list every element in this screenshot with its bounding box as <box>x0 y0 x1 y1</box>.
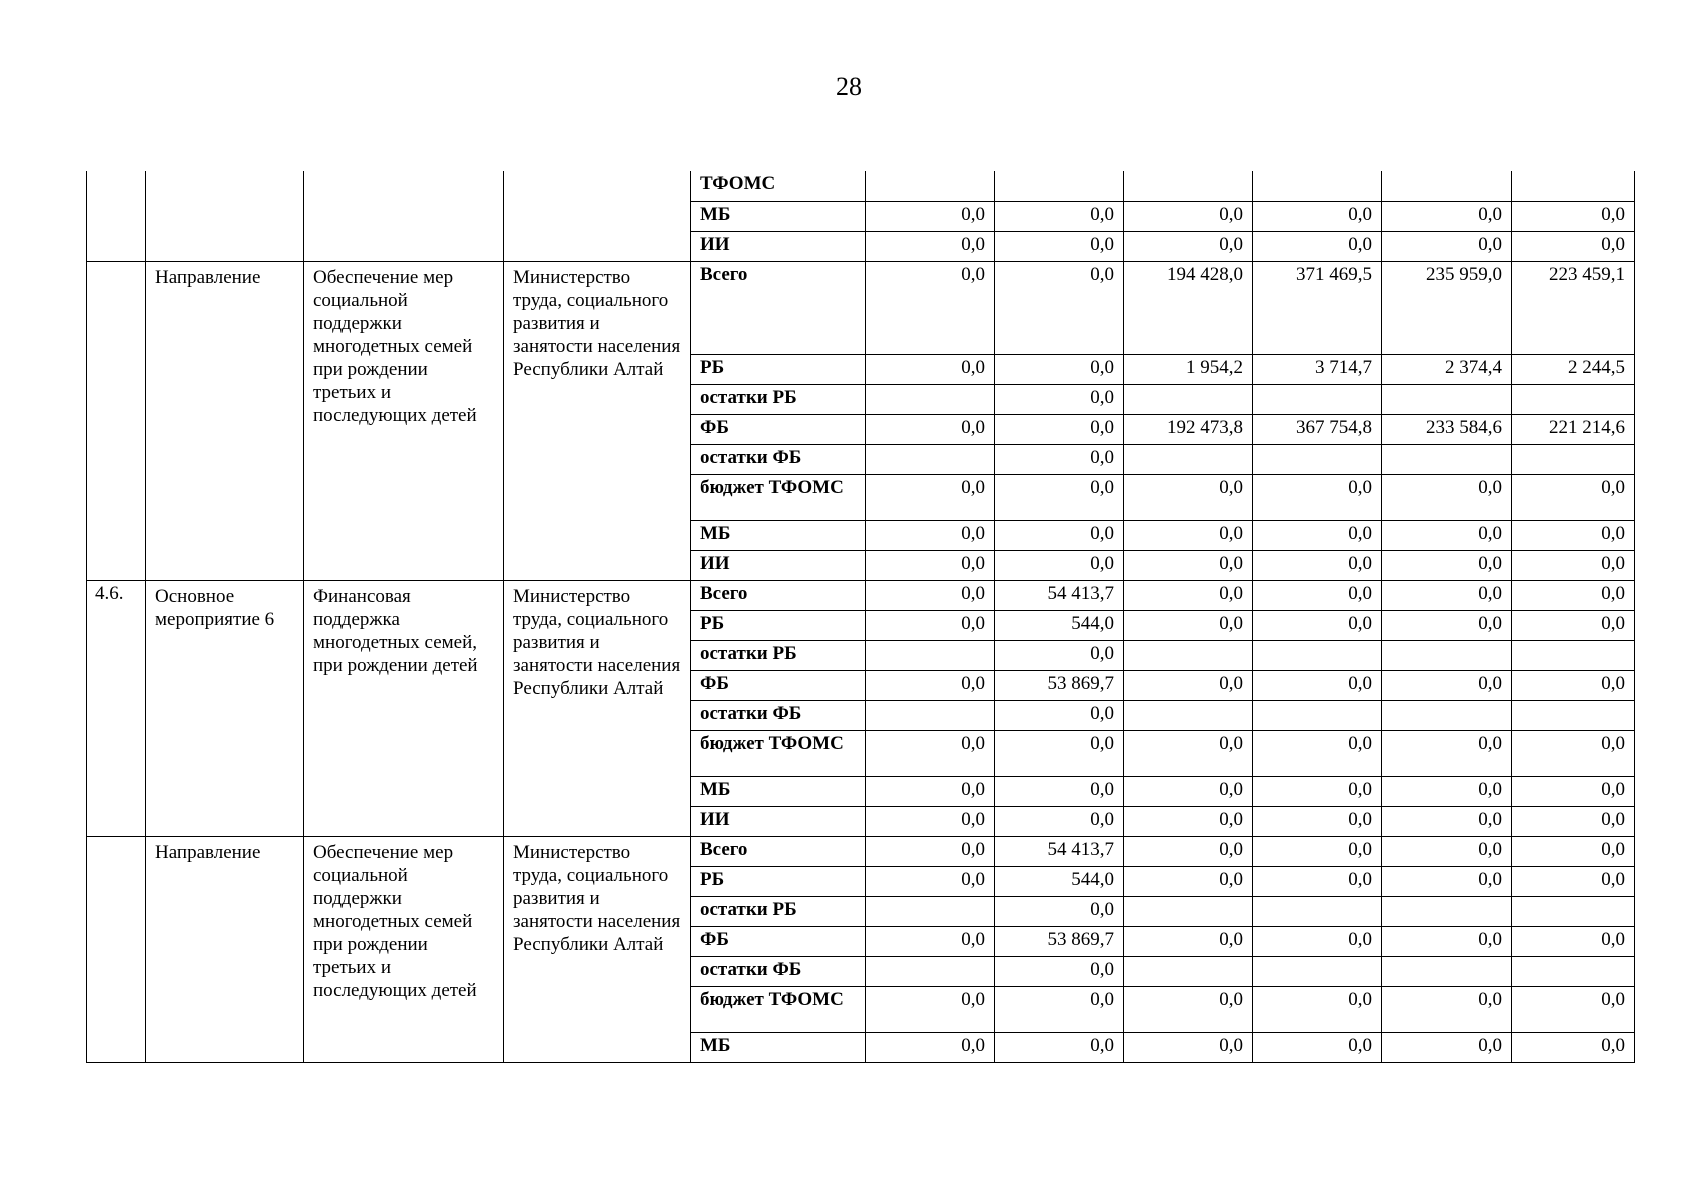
amount-cell: 0,0 <box>1124 866 1253 896</box>
amount-cell: 192 473,8 <box>1124 414 1253 444</box>
amount-cell <box>866 896 995 926</box>
amount-cell: 0,0 <box>1253 670 1382 700</box>
amount-cell <box>866 171 995 201</box>
funding-source-label: ТФОМС <box>691 171 866 201</box>
funding-source-label: МБ <box>691 520 866 550</box>
amount-cell: 0,0 <box>1124 806 1253 836</box>
amount-cell <box>1124 956 1253 986</box>
amount-cell: 0,0 <box>1382 776 1512 806</box>
amount-cell: 0,0 <box>1512 610 1635 640</box>
funding-source-label: бюджет ТФОМС <box>691 730 866 776</box>
amount-cell: 0,0 <box>1124 610 1253 640</box>
section-number <box>87 836 146 1062</box>
amount-cell: 0,0 <box>1253 474 1382 520</box>
amount-cell <box>1124 444 1253 474</box>
section-type: Направление <box>146 836 304 1062</box>
amount-cell: 0,0 <box>1382 610 1512 640</box>
amount-cell: 0,0 <box>1512 1032 1635 1062</box>
amount-cell <box>1124 171 1253 201</box>
amount-cell <box>1253 896 1382 926</box>
amount-cell: 0,0 <box>1382 474 1512 520</box>
amount-cell <box>1124 640 1253 670</box>
amount-cell: 0,0 <box>1253 776 1382 806</box>
amount-cell: 0,0 <box>1253 1032 1382 1062</box>
amount-cell <box>866 956 995 986</box>
amount-cell: 0,0 <box>1512 806 1635 836</box>
funding-source-label: ФБ <box>691 670 866 700</box>
funding-source-label: ИИ <box>691 806 866 836</box>
section-executor: Министерство труда, социального развития и занятости населения Республики Алтай <box>504 261 691 580</box>
amount-cell: 0,0 <box>1124 670 1253 700</box>
amount-cell <box>1382 171 1512 201</box>
amount-cell: 0,0 <box>995 550 1124 580</box>
amount-cell: 0,0 <box>1253 866 1382 896</box>
amount-cell: 0,0 <box>1382 580 1512 610</box>
amount-cell: 0,0 <box>866 520 995 550</box>
amount-cell <box>1253 700 1382 730</box>
amount-cell: 0,0 <box>866 201 995 231</box>
table-row <box>87 836 1635 866</box>
amount-cell <box>1512 384 1635 414</box>
funding-source-label: бюджет ТФОМС <box>691 986 866 1032</box>
amount-cell <box>1253 171 1382 201</box>
amount-cell: 0,0 <box>1512 986 1635 1032</box>
amount-cell: 0,0 <box>866 866 995 896</box>
amount-cell: 0,0 <box>995 444 1124 474</box>
amount-cell: 0,0 <box>995 640 1124 670</box>
amount-cell <box>1253 384 1382 414</box>
amount-cell: 0,0 <box>995 261 1124 354</box>
amount-cell: 0,0 <box>866 610 995 640</box>
amount-cell: 0,0 <box>866 231 995 261</box>
amount-cell <box>1253 444 1382 474</box>
section-executor: Министерство труда, социального развития и занятости населения Республики Алтай <box>504 836 691 1062</box>
funding-source-label: остатки РБ <box>691 896 866 926</box>
amount-cell: 0,0 <box>1253 926 1382 956</box>
amount-cell: 0,0 <box>866 926 995 956</box>
amount-cell: 0,0 <box>1253 986 1382 1032</box>
funding-source-label: остатки РБ <box>691 640 866 670</box>
amount-cell: 0,0 <box>1382 730 1512 776</box>
section-number <box>87 171 146 261</box>
funding-source-label: МБ <box>691 776 866 806</box>
amount-cell <box>1253 956 1382 986</box>
amount-cell <box>1512 896 1635 926</box>
amount-cell: 0,0 <box>1382 836 1512 866</box>
table-row <box>87 580 1635 610</box>
amount-cell: 0,0 <box>1512 926 1635 956</box>
amount-cell: 0,0 <box>1124 986 1253 1032</box>
amount-cell: 0,0 <box>1253 231 1382 261</box>
funding-source-label: ФБ <box>691 926 866 956</box>
amount-cell <box>1253 640 1382 670</box>
amount-cell: 544,0 <box>995 866 1124 896</box>
section-title: Финансовая поддержка многодетных семей, при рождении детей <box>304 580 504 836</box>
amount-cell <box>866 444 995 474</box>
amount-cell: 0,0 <box>1253 836 1382 866</box>
amount-cell: 0,0 <box>1512 231 1635 261</box>
amount-cell: 0,0 <box>866 806 995 836</box>
page-number: 28 <box>836 72 862 101</box>
amount-cell <box>866 700 995 730</box>
amount-cell <box>1124 896 1253 926</box>
amount-cell: 0,0 <box>1124 836 1253 866</box>
amount-cell: 0,0 <box>1512 474 1635 520</box>
amount-cell: 0,0 <box>1253 520 1382 550</box>
budget-table-body <box>87 171 1635 1062</box>
amount-cell: 0,0 <box>1253 610 1382 640</box>
amount-cell: 0,0 <box>1124 776 1253 806</box>
funding-source-label: ИИ <box>691 550 866 580</box>
amount-cell: 0,0 <box>866 670 995 700</box>
amount-cell: 0,0 <box>866 836 995 866</box>
amount-cell <box>1124 700 1253 730</box>
amount-cell: 0,0 <box>1382 670 1512 700</box>
amount-cell: 0,0 <box>995 231 1124 261</box>
amount-cell <box>1382 700 1512 730</box>
amount-cell: 0,0 <box>1512 836 1635 866</box>
funding-source-label: остатки ФБ <box>691 444 866 474</box>
section-title: Обеспечение мер социальной поддержки многодетных семей при рождении третьих и последующих детей <box>304 836 504 1062</box>
funding-source-label: РБ <box>691 866 866 896</box>
amount-cell: 0,0 <box>995 474 1124 520</box>
amount-cell: 0,0 <box>1512 550 1635 580</box>
amount-cell: 221 214,6 <box>1512 414 1635 444</box>
amount-cell: 0,0 <box>866 1032 995 1062</box>
amount-cell <box>1382 384 1512 414</box>
amount-cell: 0,0 <box>1382 926 1512 956</box>
amount-cell: 0,0 <box>1512 520 1635 550</box>
table-row <box>87 261 1635 354</box>
amount-cell: 0,0 <box>995 896 1124 926</box>
amount-cell: 544,0 <box>995 610 1124 640</box>
amount-cell: 0,0 <box>866 261 995 354</box>
amount-cell: 0,0 <box>1512 201 1635 231</box>
amount-cell: 0,0 <box>1382 806 1512 836</box>
amount-cell: 53 869,7 <box>995 670 1124 700</box>
amount-cell: 0,0 <box>1253 730 1382 776</box>
amount-cell: 0,0 <box>1124 231 1253 261</box>
amount-cell: 0,0 <box>1124 520 1253 550</box>
amount-cell: 0,0 <box>1512 730 1635 776</box>
amount-cell: 54 413,7 <box>995 580 1124 610</box>
amount-cell: 0,0 <box>995 414 1124 444</box>
amount-cell <box>1512 956 1635 986</box>
section-number: 4.6. <box>87 580 146 836</box>
amount-cell: 0,0 <box>1382 866 1512 896</box>
amount-cell: 0,0 <box>995 201 1124 231</box>
amount-cell: 0,0 <box>995 1032 1124 1062</box>
amount-cell: 371 469,5 <box>1253 261 1382 354</box>
section-title <box>304 171 504 261</box>
section-executor: Министерство труда, социального развития и занятости населения Республики Алтай <box>504 580 691 836</box>
amount-cell: 0,0 <box>995 730 1124 776</box>
amount-cell <box>1512 171 1635 201</box>
funding-source-label: бюджет ТФОМС <box>691 474 866 520</box>
funding-source-label: Всего <box>691 836 866 866</box>
amount-cell <box>866 384 995 414</box>
amount-cell: 1 954,2 <box>1124 354 1253 384</box>
amount-cell <box>1382 640 1512 670</box>
amount-cell: 0,0 <box>995 520 1124 550</box>
amount-cell: 0,0 <box>1253 806 1382 836</box>
amount-cell: 2 244,5 <box>1512 354 1635 384</box>
amount-cell: 0,0 <box>1124 474 1253 520</box>
amount-cell: 0,0 <box>995 806 1124 836</box>
funding-source-label: Всего <box>691 580 866 610</box>
section-type: Направление <box>146 261 304 580</box>
amount-cell: 0,0 <box>995 986 1124 1032</box>
amount-cell: 0,0 <box>866 550 995 580</box>
section-executor <box>504 171 691 261</box>
amount-cell: 0,0 <box>1124 1032 1253 1062</box>
amount-cell: 0,0 <box>1512 866 1635 896</box>
amount-cell <box>995 171 1124 201</box>
amount-cell: 54 413,7 <box>995 836 1124 866</box>
amount-cell: 233 584,6 <box>1382 414 1512 444</box>
amount-cell: 53 869,7 <box>995 926 1124 956</box>
amount-cell: 2 374,4 <box>1382 354 1512 384</box>
amount-cell: 223 459,1 <box>1512 261 1635 354</box>
amount-cell: 0,0 <box>1253 580 1382 610</box>
amount-cell: 0,0 <box>995 700 1124 730</box>
funding-source-label: РБ <box>691 354 866 384</box>
amount-cell <box>866 640 995 670</box>
section-type: Основное мероприятие 6 <box>146 580 304 836</box>
amount-cell: 0,0 <box>866 776 995 806</box>
amount-cell: 367 754,8 <box>1253 414 1382 444</box>
amount-cell: 0,0 <box>866 730 995 776</box>
section-type <box>146 171 304 261</box>
amount-cell: 3 714,7 <box>1253 354 1382 384</box>
amount-cell: 0,0 <box>1512 580 1635 610</box>
amount-cell: 0,0 <box>1382 550 1512 580</box>
funding-source-label: ФБ <box>691 414 866 444</box>
amount-cell <box>1512 640 1635 670</box>
amount-cell <box>1382 956 1512 986</box>
funding-source-label: ИИ <box>691 231 866 261</box>
table-row <box>87 171 1635 201</box>
amount-cell: 0,0 <box>1382 231 1512 261</box>
section-number <box>87 261 146 580</box>
amount-cell: 235 959,0 <box>1382 261 1512 354</box>
funding-source-label: остатки РБ <box>691 384 866 414</box>
amount-cell: 0,0 <box>866 986 995 1032</box>
amount-cell: 0,0 <box>1382 986 1512 1032</box>
amount-cell: 0,0 <box>1124 550 1253 580</box>
funding-source-label: РБ <box>691 610 866 640</box>
amount-cell: 0,0 <box>1512 776 1635 806</box>
funding-source-label: Всего <box>691 261 866 354</box>
amount-cell: 0,0 <box>866 354 995 384</box>
funding-source-label: остатки ФБ <box>691 700 866 730</box>
amount-cell: 0,0 <box>995 956 1124 986</box>
amount-cell: 0,0 <box>995 776 1124 806</box>
amount-cell: 0,0 <box>1124 580 1253 610</box>
amount-cell <box>1512 444 1635 474</box>
amount-cell: 0,0 <box>1124 926 1253 956</box>
funding-source-label: МБ <box>691 1032 866 1062</box>
amount-cell: 0,0 <box>1382 520 1512 550</box>
budget-table <box>86 171 1635 1063</box>
amount-cell <box>1382 896 1512 926</box>
amount-cell: 0,0 <box>866 474 995 520</box>
funding-source-label: МБ <box>691 201 866 231</box>
amount-cell: 0,0 <box>1382 1032 1512 1062</box>
amount-cell: 0,0 <box>1253 550 1382 580</box>
amount-cell <box>1382 444 1512 474</box>
amount-cell: 0,0 <box>866 580 995 610</box>
amount-cell <box>1512 700 1635 730</box>
amount-cell: 0,0 <box>995 354 1124 384</box>
amount-cell: 0,0 <box>1124 730 1253 776</box>
amount-cell: 0,0 <box>1253 201 1382 231</box>
amount-cell: 0,0 <box>1512 670 1635 700</box>
amount-cell: 0,0 <box>1124 201 1253 231</box>
amount-cell: 0,0 <box>995 384 1124 414</box>
amount-cell: 0,0 <box>866 414 995 444</box>
amount-cell: 194 428,0 <box>1124 261 1253 354</box>
section-title: Обеспечение мер социальной поддержки многодетных семей при рождении третьих и последующих детей <box>304 261 504 580</box>
funding-source-label: остатки ФБ <box>691 956 866 986</box>
amount-cell <box>1124 384 1253 414</box>
amount-cell: 0,0 <box>1382 201 1512 231</box>
